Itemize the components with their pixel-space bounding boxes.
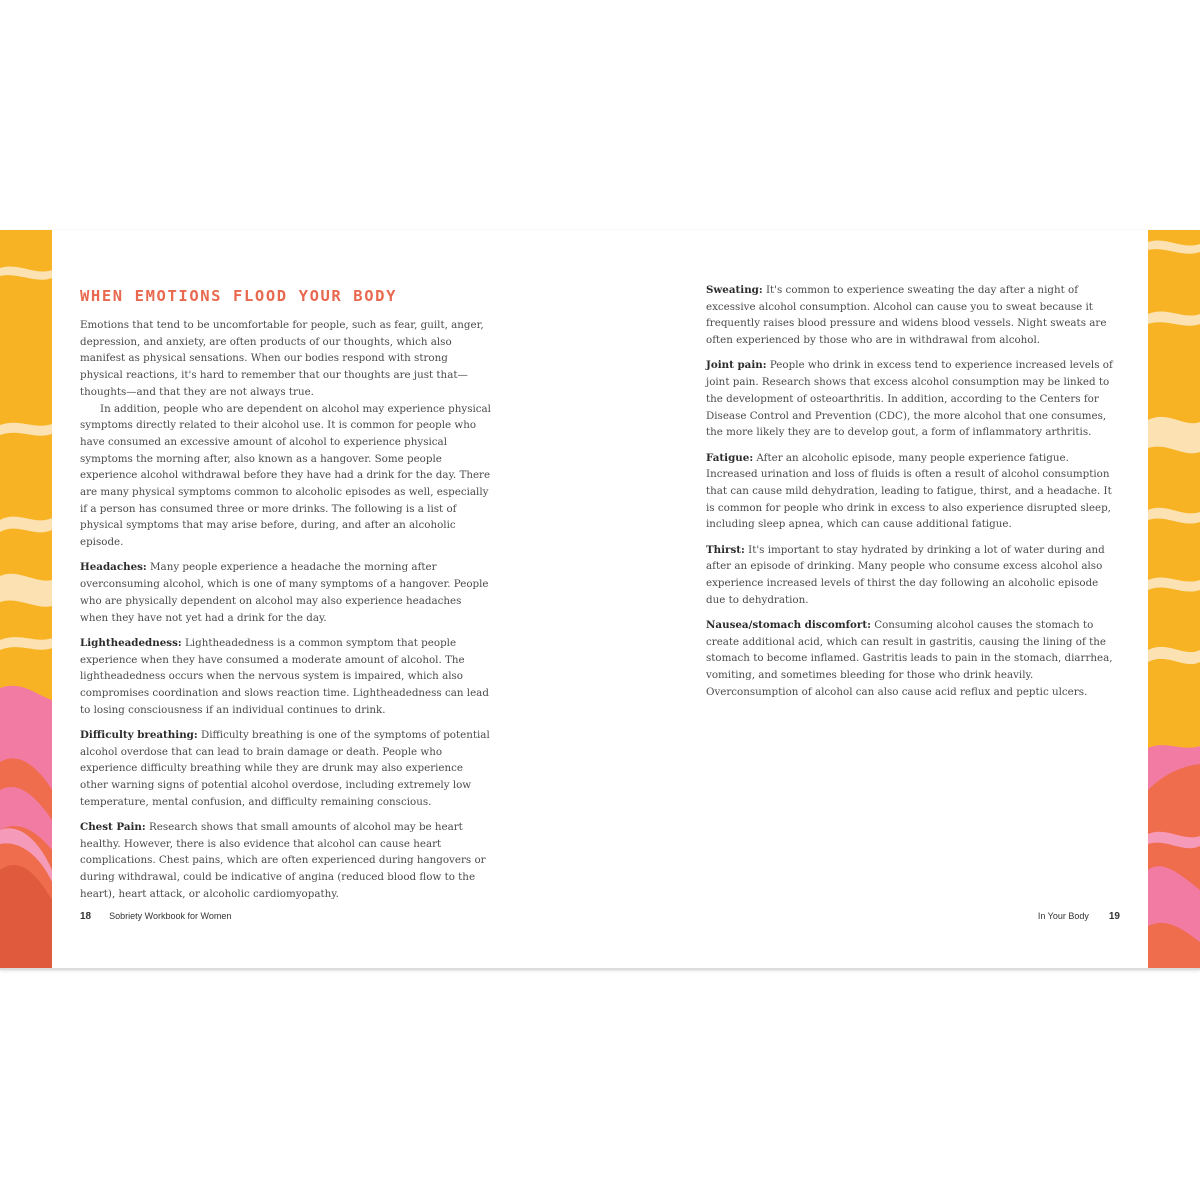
- symptom-entry-headaches: [80, 559, 492, 626]
- page-number: 19: [1108, 911, 1120, 922]
- symptom-term: Joint pain:: [706, 359, 767, 372]
- symptom-entry-chest-pain: [80, 819, 492, 903]
- right-decorative-band: [1148, 230, 1200, 970]
- symptom-description: Difficulty breathing is one of the symptoms of potential alcohol overdose that can lead to brain damage or death. People who experience difficulty breathing while they are drunk may also experience other warning signs of potential alcohol overdose, including extremely low temperature, mental confusion, and difficulty remaining conscious.: [80, 728, 490, 808]
- chapter-title: In Your Body: [1037, 911, 1089, 921]
- symptom-description: It's common to experience sweating the day after a night of excessive alcohol consumption. Alcohol can cause you to sweat because it frequently raises blood pressure and widens blood vessels. Night sweats are often experienced by those who are in withdrawal from alcohol.: [706, 284, 1107, 347]
- symptom-entry-thirst: [706, 542, 1120, 609]
- symptom-entry-lightheadedness: [80, 635, 492, 719]
- book-title: Sobriety Workbook for Women: [109, 911, 232, 921]
- intro-paragraph: Emotions that tend to be uncomfortable for people, such as fear, guilt, anger, depression, and anxiety, are often products of our thoughts, which also manifest as physical sensations. When our bodies respond with strong physical reactions, it's hard to remember that our thoughts are just that—thoughts—and that they are not always true.: [80, 319, 484, 398]
- page-number: 18: [80, 911, 92, 922]
- symptom-entry-fatigue: [706, 450, 1120, 534]
- section-heading: WHEN EMOTIONS FLOOD YOUR BODY: [80, 287, 398, 305]
- symptom-term: Lightheadedness:: [80, 636, 182, 649]
- symptom-entry-difficulty-breathing: [80, 727, 492, 811]
- symptom-term: Difficulty breathing:: [80, 728, 198, 741]
- book-spread: [0, 230, 1200, 970]
- symptom-description: After an alcoholic episode, many people experience fatigue. Increased urination and loss of fluids is often a result of alcohol consumption that can cause mild dehydration, leading to fatigue, thirst, and a headache. It is common for people who drink in excess to also experience disrupted sleep, including sleep apnea, which can cause additional fatigue.: [706, 451, 1112, 531]
- symptom-entry-nausea: [706, 617, 1120, 701]
- symptom-term: Sweating:: [706, 284, 763, 296]
- left-text-column: [80, 317, 492, 903]
- left-page: [80, 230, 492, 970]
- symptom-description: It's important to stay hydrated by drinking a lot of water during and after an episode of drinking. Many people who consume excess alcohol also experience increased levels of thirst the day following an alcoholic episode due to dehydration.: [706, 543, 1105, 606]
- right-page: [706, 230, 1120, 970]
- symptom-description: Lightheadedness is a common symptom that people experience when they have consumed a moderate amount of alcohol. The lightheadedness occurs when the nervous system is impaired, which also compromises coordination and slows reaction time. Lightheadedness can lead to losing consciousness if an individual continues to drink.: [80, 636, 489, 716]
- right-page-footer: [1038, 911, 1120, 922]
- right-text-column: [706, 282, 1120, 701]
- left-page-footer: [80, 911, 231, 922]
- symptom-term: Fatigue:: [706, 451, 754, 464]
- symptom-description: People who drink in excess tend to experience increased levels of joint pain. Research shows that excess alcohol consumption may be linked to the development of osteoarthritis. In addition, according to the Centers for Disease Control and Prevention (CDC), the more alcohol that one consumes, the more likely they are to develop gout, a form of inflammatory arthritis.: [706, 359, 1113, 439]
- symptom-description: Many people experience a headache the morning after overconsuming alcohol, which is one of many symptoms of a hangover. People who are physically dependent on alcohol may also experience headaches when they have not yet had a drink for the day.: [80, 561, 489, 624]
- symptom-term: Thirst:: [706, 543, 745, 556]
- symptom-term: Nausea/stomach discomfort:: [706, 619, 871, 632]
- left-decorative-band: [0, 230, 52, 970]
- intro-paragraph: In addition, people who are dependent on alcohol may experience physical symptoms directly related to their alcohol use. It is common for people who have consumed an excessive amount of alcohol to experience physical symptoms the morning after, also known as a hangover. Some people experience alcohol withdrawal before they have had a drink for the day. There are many physical symptoms common to alcoholic episodes as well, especially if a person has consumed three or more drinks. The following is a list of physical symptoms that may arise before, during, and after an alcoholic episode.: [80, 402, 491, 549]
- symptom-term: Headaches:: [80, 561, 147, 574]
- symptom-description: Research shows that small amounts of alcohol may be heart healthy. However, there is also evidence that alcohol can cause heart complications. Chest pains, which are often experienced during hangovers or during withdrawal, could be indicative of angina (reduced blood flow to the heart), heart attack, or alcoholic cardiomyopathy.: [80, 821, 486, 900]
- symptom-description: Consuming alcohol causes the stomach to create additional acid, which can result in gastritis, causing the lining of the stomach to become inflamed. Gastritis leads to pain in the stomach, diarrhea, vomiting, and sometimes bleeding for those who drink heavily. Overconsumption of alcohol can also cause acid reflux and peptic ulcers.: [706, 619, 1113, 698]
- symptom-entry-sweating: [706, 282, 1120, 349]
- symptom-term: Chest Pain:: [80, 821, 146, 834]
- symptom-entry-joint-pain: [706, 357, 1120, 441]
